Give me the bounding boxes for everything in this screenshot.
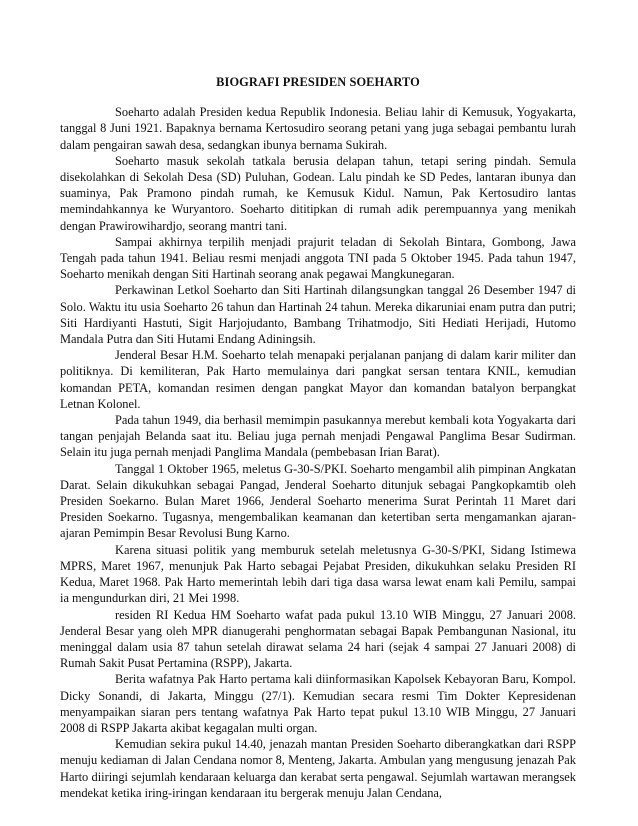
paragraph-military-start: Sampai akhirnya terpilih menjadi prajurit teladan di Sekolah Bintara, Gombong, Jawa Tengah pada tahun 1941. Beliau resmi menjadi anggota TNI pada 5 Oktober 1945. Pada tahun 1947, Soeharto menikah dengan Siti Hartinah seorang anak pegawai Mangkunegaran. (60, 234, 576, 282)
document-title: BIOGRAFI PRESIDEN SOEHARTO (216, 75, 420, 89)
paragraph-1949: Pada tahun 1949, dia berhasil memimpin pasukannya merebut kembali kota Yogyakarta dari tangan penjajah Belanda saat itu. Beliau juga pernah menjadi Pengawal Panglima Besar Sudirman. Selain itu juga pernah menjadi Panglima Mandala (pembebasan Irian Barat). (60, 413, 576, 460)
paragraph-announcement: Berita wafatnya Pak Harto pertama kali diinformasikan Kapolsek Kebayoran Baru, Kompol. Dicky Sonandi, di Jakarta, Minggu (27/1). Kemudian secara resmi Tim Dokter Kepresidenan menyampaikan siaran pers tentang wafatnya Pak Harto tepat pukul 13.10 WIB Minggu, 27 Januari 2008 di RSPP Jakarta akibat kegagalan multi organ. (60, 672, 576, 735)
paragraph-school: Soeharto masuk sekolah tatkala berusia delapan tahun, tetapi sering pindah. Semula disekolahkan di Sekolah Desa (SD) Puluhan, Godean. Lalu pindah ke SD Pedes, lantaran ibunya dan suaminya, Pak Pramono pindah rumah, ke Kemusuk Kidul. Namun, Pak Kertosudiro lantas memindahkannya ke Wuryantoro. Soeharto dititipkan di rumah adik perempuannya yang menikah dengan Prawirowihardjo, seorang mantri tani. (60, 153, 576, 233)
paragraph-1965: Tanggal 1 Oktober 1965, meletus G-30-S/PKI. Soeharto mengambil alih pimpinan Angkatan Darat. Selain dikukuhkan sebagai Pangad, Jenderal Soeharto ditunjuk sebagai Pangkopkamtib oleh Presiden Soekarno. Bulan Maret 1966, Jenderal Soeharto menerima Surat Perintah 11 Maret dari Presiden Soekarno. Tugasnya, mengembalikan keamanan dan ketertiban serta mengamankan ajaran-ajaran Pemimpin Besar Revolusi Bung Karno. (60, 461, 576, 541)
paragraph-birth: Soeharto adalah Presiden kedua Republik Indonesia. Beliau lahir di Kemusuk, Yogyakarta, tanggal 8 Juni 1921. Bapaknya bernama Kertosudiro seorang petani yang juga sebagai pembantu lurah dalam pengairan sawah desa, sedangkan ibunya bernama Sukirah. (60, 105, 576, 152)
paragraph-career: Jenderal Besar H.M. Soeharto telah menapaki perjalanan panjang di dalam karir militer dan politiknya. Di kemiliteran, Pak Harto memulainya dari pangkat sersan tentara KNIL, kemudian komandan PETA, komandan resimen dengan pangkat Mayor dan komandan batalyon berpangkat Letnan Kolonel. (60, 348, 576, 411)
paragraph-procession: Kemudian sekira pukul 14.40, jenazah mantan Presiden Soeharto diberangkatkan dari RSPP menuju kediaman di Jalan Cendana nomor 8, Menteng, Jakarta. Ambulan yang mengusung jenazah Pak Harto diiringi sejumlah kendaraan keluarga dan kerabat serta pengawal. Sejumlah wartawan merangsek mendekat ketika iring-iringan kendaraan itu bergerak menuju Jalan Cendana, (60, 737, 576, 800)
paragraph-death: residen RI Kedua HM Soeharto wafat pada pukul 13.10 WIB Minggu, 27 Januari 2008. Jenderal Besar yang oleh MPR dianugerahi penghormatan sebagai Bapak Pembangunan Nasional, itu meninggal dalam usia 87 tahun setelah dirawat selama 24 hari (sejak 4 sampai 27 Januari 2008) di Rumah Sakit Pusat Pertamina (RSPP), Jakarta. (60, 607, 576, 671)
paragraph-marriage: Perkawinan Letkol Soeharto dan Siti Hartinah dilangsungkan tanggal 26 Desember 1947 di Solo. Waktu itu usia Soeharto 26 tahun dan Hartinah 24 tahun. Mereka dikaruniai enam putra dan putri; Siti Hardiyanti Hastuti, Sigit Harjojudanto, Bambang Trihatmodjo, Siti Hediati Herijadi, Hutomo Mandala Putra dan Siti Hutami Endang Adiningsih. (60, 283, 576, 347)
paragraph-presidency: Karena situasi politik yang memburuk setelah meletusnya G-30-S/PKI, Sidang Istimewa MPRS, Maret 1967, menunjuk Pak Harto sebagai Pejabat Presiden, dikukuhkan selaku Presiden RI Kedua, Maret 1968. Pak Harto memerintah lebih dari tiga dasa warsa lewat enam kali Pemilu, sampai ia mengundurkan diri, 21 Mei 1998. (60, 542, 576, 606)
